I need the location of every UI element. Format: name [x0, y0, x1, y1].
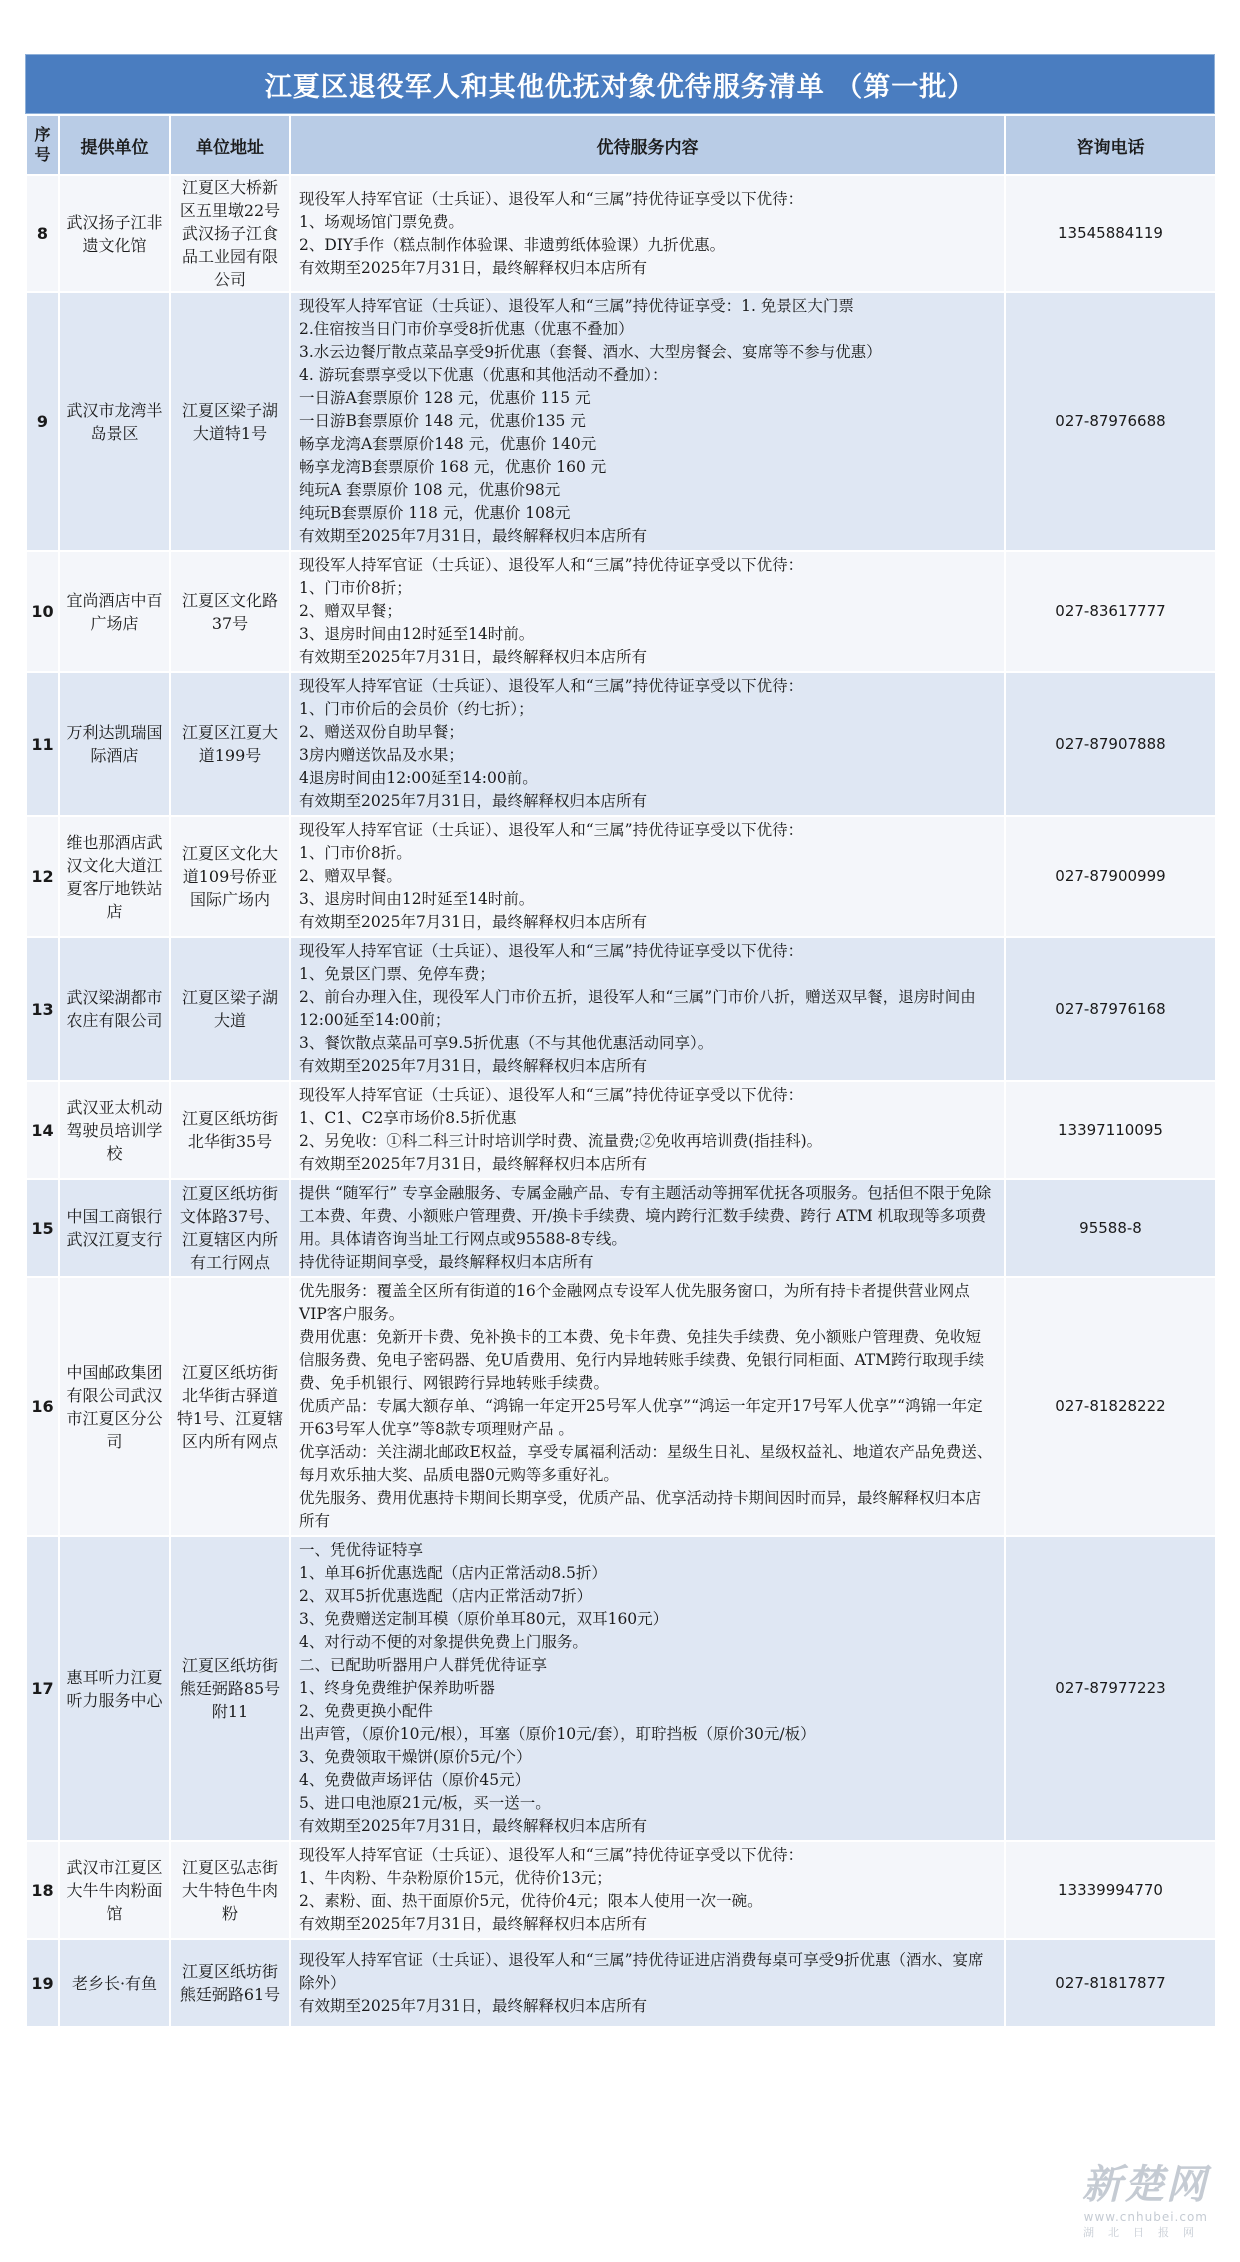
content-line: 1、牛肉粉、牛杂粉原价15元，优待价13元； [299, 1869, 612, 1887]
content-line: 有效期至2025年7月31日，最终解释权归本店所有 [299, 792, 648, 810]
table-row [26, 1536, 1216, 1841]
row-content [290, 1179, 1005, 1277]
row-phone: 027-87977223 [1005, 1536, 1216, 1841]
content-line: 纯玩B套票原价 118 元，优惠价 108元 [299, 504, 571, 522]
row-address: 江夏区江夏大道199号 [170, 672, 290, 816]
row-unit: 维也那酒店武汉文化大道江夏客厅地铁站店 [59, 816, 170, 937]
row-phone: 027-87976168 [1005, 937, 1216, 1081]
header-seq: 序号 [26, 115, 59, 175]
header-content: 优待服务内容 [290, 115, 1005, 175]
content-line: 2、赠送双份自助早餐； [299, 723, 464, 741]
content-line: 4. 游玩套票享受以下优惠（优惠和其他活动不叠加）： [299, 366, 668, 384]
content-line: 一日游B套票原价 148 元，优惠价135 元 [299, 412, 586, 430]
row-address: 江夏区纸坊街北华街古驿道特1号、江夏辖区内所有网点 [170, 1277, 290, 1536]
content-line: 2、赠双早餐； [299, 602, 402, 620]
content-line: 3房内赠送饮品及水果； [299, 746, 464, 764]
content-line: 优质产品：专属大额存单、“鸿锦一年定开25号军人优享”“鸿运一年定开17号军人优享”“鸿锦一年定开63号军人优享”等8款专项理财产品 。 [299, 1397, 983, 1438]
table-row [26, 1939, 1216, 2027]
row-unit: 宜尚酒店中百广场店 [59, 551, 170, 672]
content-line: 一、凭优待证特享 [299, 1541, 424, 1559]
row-seq: 8 [26, 175, 59, 292]
row-seq: 13 [26, 937, 59, 1081]
row-seq: 15 [26, 1179, 59, 1277]
watermark-brand: 新楚网 [1082, 2162, 1208, 2208]
row-seq: 10 [26, 551, 59, 672]
content-line: 2、前台办理入住，现役军人门市价五折，退役军人和“三属”门市价八折，赠送双早餐，退房时间由12:00延至14:00前； [299, 988, 976, 1029]
row-unit: 中国工商银行武汉江夏支行 [59, 1179, 170, 1277]
content-line: 现役军人持军官证（士兵证）、退役军人和“三属”持优待证进店消费每桌可享受9折优惠（酒水、宴席除外） [299, 1950, 984, 1992]
content-line: 有效期至2025年7月31日，最终解释权归本店所有 [299, 1915, 648, 1933]
page-title: 江夏区退役军人和其他优抚对象优待服务清单 （第一批） [25, 54, 1215, 114]
table-row [26, 1081, 1216, 1179]
table-row [26, 937, 1216, 1081]
row-unit: 老乡长·有鱼 [59, 1939, 170, 2027]
row-content [290, 672, 1005, 816]
table-row [26, 175, 1216, 292]
row-unit: 武汉梁湖都市农庄有限公司 [59, 937, 170, 1081]
content-line: 1、门市价8折。 [299, 844, 412, 862]
content-line: 4退房时间由12:00延至14:00前。 [299, 769, 538, 787]
row-unit: 武汉扬子江非遗文化馆 [59, 175, 170, 292]
content-line: 现役军人持军官证（士兵证）、退役军人和“三属”持优待证享受以下优待： [299, 942, 804, 960]
row-address: 江夏区纸坊街熊廷弼路61号 [170, 1939, 290, 2027]
row-phone: 027-87900999 [1005, 816, 1216, 937]
content-line: 现役军人持军官证（士兵证）、退役军人和“三属”持优待证享受以下优待： [299, 677, 804, 695]
row-address: 江夏区纸坊街熊廷弼路85号附11 [170, 1536, 290, 1841]
content-line: 1、门市价后的会员价（约七折）； [299, 700, 534, 718]
content-line: 3、退房时间由12时延至14时前。 [299, 890, 535, 908]
content-line: 有效期至2025年7月31日，最终解释权归本店所有 [299, 648, 648, 666]
row-unit: 中国邮政集团有限公司武汉市江夏区分公司 [59, 1277, 170, 1536]
row-seq: 16 [26, 1277, 59, 1536]
content-line: 3.水云边餐厅散点菜品享受9折优惠（套餐、酒水、大型房餐会、宴席等不参与优惠） [299, 343, 882, 361]
row-address: 江夏区弘志街大牛特色牛肉粉 [170, 1841, 290, 1939]
content-line: 畅享龙湾B套票原价 168 元，优惠价 160 元 [299, 458, 607, 476]
content-line: 提供 “随军行” 专享金融服务、专属金融产品、专有主题活动等拥军优抚各项服务。包括但不限于免除工本费、年费、小额账户管理费、开/换卡手续费、境内跨行汇数手续费、跨行 ATM 机取现等多项费用。具体请咨询当址工行网点或95588-8专线。 [299, 1184, 992, 1248]
content-line: 3、餐饮散点菜品可享9.5折优惠（不与其他优惠活动同享）。 [299, 1034, 714, 1052]
row-unit: 万利达凯瑞国际酒店 [59, 672, 170, 816]
row-content [290, 1277, 1005, 1536]
content-line: 现役军人持军官证（士兵证）、退役军人和“三属”持优待证享受以下优待： [299, 1846, 804, 1864]
content-line: 有效期至2025年7月31日，最终解释权归本店所有 [299, 258, 648, 277]
row-seq: 18 [26, 1841, 59, 1939]
row-seq: 9 [26, 292, 59, 551]
content-line: 1、免景区门票、免停车费； [299, 965, 495, 983]
row-content [290, 1841, 1005, 1939]
watermark [1082, 2153, 1208, 2240]
content-line: 2.住宿按当日门市价享受8折优惠（优惠不叠加） [299, 320, 634, 338]
content-line: 2、免费更换小配件 [299, 1702, 433, 1720]
content-line: 2、素粉、面、热干面原价5元，优待价4元；限本人使用一次一碗。 [299, 1892, 763, 1910]
content-line: 费用优惠：免新开卡费、免补换卡的工本费、免卡年费、免挂失手续费、免小额账户管理费、免收短信服务费、免电子密码器、免U盾费用、免行内异地转账手续费、免银行同柜面、ATM跨行取现手续费、免手机银行、网银跨行异地转账手续费。 [299, 1328, 985, 1392]
content-line: 3、退房时间由12时延至14时前。 [299, 625, 535, 643]
row-seq: 19 [26, 1939, 59, 2027]
row-content [290, 937, 1005, 1081]
content-line: 有效期至2025年7月31日，最终解释权归本店所有 [299, 1996, 648, 2015]
content-line: 1、单耳6折优惠选配（店内正常活动8.5折） [299, 1564, 607, 1582]
watermark-sub: 湖北日报网 [1083, 2226, 1208, 2239]
row-phone: 027-87907888 [1005, 672, 1216, 816]
row-address: 江夏区纸坊街北华街35号 [170, 1081, 290, 1179]
watermark-url: www.cnhubei.com [1083, 2210, 1208, 2224]
row-content [290, 175, 1005, 292]
row-address: 江夏区文化路37号 [170, 551, 290, 672]
row-address: 江夏区文化大道109号侨亚国际广场内 [170, 816, 290, 937]
content-line: 有效期至2025年7月31日，最终解释权归本店所有 [299, 1817, 648, 1835]
content-line: 1、门市价8折； [299, 579, 412, 597]
row-content [290, 551, 1005, 672]
row-content [290, 1939, 1005, 2027]
table-row [26, 1179, 1216, 1277]
row-address: 江夏区梁子湖大道 [170, 937, 290, 1081]
row-phone: 13397110095 [1005, 1081, 1216, 1179]
content-line: 现役军人持军官证（士兵证）、退役军人和“三属”持优待证享受：1. 免景区大门票 [299, 297, 854, 315]
content-line: 1、C1、C2享市场价8.5折优惠 [299, 1109, 517, 1127]
row-content [290, 1536, 1005, 1841]
content-line: 2、DIY手作（糕点制作体验课、非遗剪纸体验课）九折优惠。 [299, 235, 726, 254]
row-phone: 027-81817877 [1005, 1939, 1216, 2027]
row-phone: 027-81828222 [1005, 1277, 1216, 1536]
content-line: 5、进口电池原21元/板，买一送一。 [299, 1794, 551, 1812]
content-line: 一日游A套票原价 128 元，优惠价 115 元 [299, 389, 591, 407]
content-line: 优先服务、费用优惠持卡期间长期享受，优质产品、优享活动持卡期间因时而异，最终解释权归本店所有 [299, 1489, 982, 1530]
content-line: 纯玩A 套票原价 108 元，优惠价98元 [299, 481, 561, 499]
content-line: 现役军人持军官证（士兵证）、退役军人和“三属”持优待证享受以下优待： [299, 821, 804, 839]
header-address: 单位地址 [170, 115, 290, 175]
content-line: 4、免费做声场评估（原价45元） [299, 1771, 531, 1789]
row-content [290, 816, 1005, 937]
content-line: 2、赠双早餐。 [299, 867, 402, 885]
content-line: 现役军人持军官证（士兵证）、退役军人和“三属”持优待证享受以下优待： [299, 189, 804, 208]
content-line: 2、另免收：①科二科三计时培训学时费、流量费;②免收再培训费(指挂科)。 [299, 1132, 823, 1150]
row-address: 江夏区大桥新区五里墩22号武汉扬子江食品工业园有限公司 [170, 175, 290, 292]
header-phone: 咨询电话 [1005, 115, 1216, 175]
row-address: 江夏区纸坊街文体路37号、江夏辖区内所有工行网点 [170, 1179, 290, 1277]
content-line: 有效期至2025年7月31日，最终解释权归本店所有 [299, 1155, 648, 1173]
content-line: 4、对行动不便的对象提供免费上门服务。 [299, 1633, 588, 1651]
row-phone: 027-83617777 [1005, 551, 1216, 672]
content-line: 二、已配助听器用户人群凭优待证享 [299, 1656, 548, 1674]
header-unit: 提供单位 [59, 115, 170, 175]
row-unit: 武汉亚太机动驾驶员培训学校 [59, 1081, 170, 1179]
table-row [26, 1841, 1216, 1939]
row-seq: 11 [26, 672, 59, 816]
row-address: 江夏区梁子湖大道特1号 [170, 292, 290, 551]
row-unit: 惠耳听力江夏听力服务中心 [59, 1536, 170, 1841]
table-row [26, 816, 1216, 937]
row-seq: 17 [26, 1536, 59, 1841]
row-unit: 武汉市江夏区大牛牛肉粉面馆 [59, 1841, 170, 1939]
content-line: 现役军人持军官证（士兵证）、退役军人和“三属”持优待证享受以下优待： [299, 1086, 804, 1104]
content-line: 3、免费领取干燥饼(原价5元/个） [299, 1748, 532, 1766]
table-row [26, 551, 1216, 672]
row-phone: 13545884119 [1005, 175, 1216, 292]
content-line: 1、场观场馆门票免费。 [299, 212, 464, 231]
content-line: 1、终身免费维护保养助听器 [299, 1679, 495, 1697]
row-content [290, 292, 1005, 551]
table-row [26, 672, 1216, 816]
table-row [26, 1277, 1216, 1536]
content-line: 畅享龙湾A套票原价148 元，优惠价 140元 [299, 435, 597, 453]
content-line: 有效期至2025年7月31日，最终解释权归本店所有 [299, 527, 648, 545]
row-phone: 95588-8 [1005, 1179, 1216, 1277]
table-row [26, 292, 1216, 551]
service-list-sheet [25, 54, 1215, 2028]
row-phone: 13339994770 [1005, 1841, 1216, 1939]
content-line: 有效期至2025年7月31日，最终解释权归本店所有 [299, 1057, 648, 1075]
content-line: 出声管，（原价10元/根），耳塞（原价10元/套），耵聍挡板（原价30元/板） [299, 1725, 816, 1743]
service-table [25, 114, 1217, 2028]
content-line: 持优待证期间享受，最终解释权归本店所有 [299, 1253, 594, 1271]
content-line: 优享活动：关注湖北邮政E权益，享受专属福利活动：星级生日礼、星级权益礼、地道农产品免费送、每月欢乐抽大奖、品质电器0元购等多重好礼。 [299, 1443, 993, 1484]
table-header-row [26, 115, 1216, 175]
row-unit: 武汉市龙湾半岛景区 [59, 292, 170, 551]
row-phone: 027-87976688 [1005, 292, 1216, 551]
content-line: 有效期至2025年7月31日，最终解释权归本店所有 [299, 913, 648, 931]
content-line: 优先服务：覆盖全区所有街道的16个金融网点专设军人优先服务窗口，为所有持卡者提供营业网点VIP客户服务。 [299, 1282, 970, 1323]
content-line: 2、双耳5折优惠选配（店内正常活动7折） [299, 1587, 593, 1605]
row-seq: 12 [26, 816, 59, 937]
content-line: 现役军人持军官证（士兵证）、退役军人和“三属”持优待证享受以下优待： [299, 556, 804, 574]
content-line: 3、免费赠送定制耳模（原价单耳80元，双耳160元） [299, 1610, 669, 1628]
row-content [290, 1081, 1005, 1179]
row-seq: 14 [26, 1081, 59, 1179]
